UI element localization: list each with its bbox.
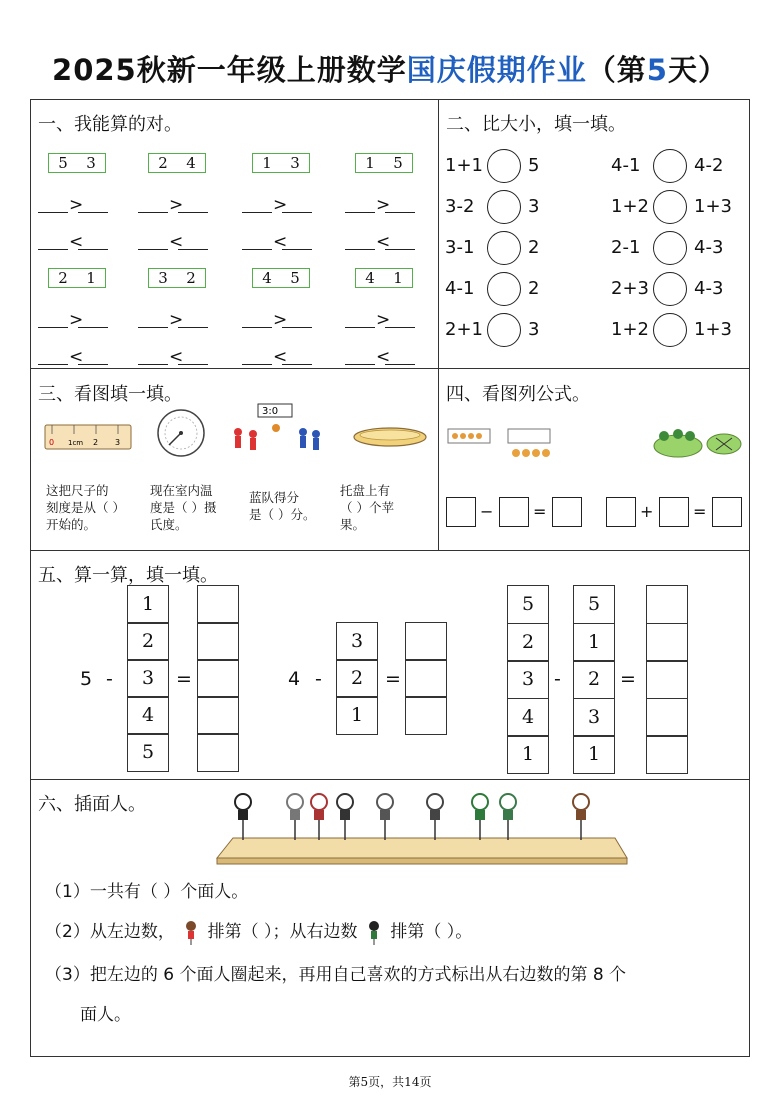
minus-sign: -: [315, 668, 322, 690]
number: 4: [365, 269, 375, 287]
compare-blank: [138, 308, 208, 328]
blank-line: [38, 364, 68, 365]
compare-circle: [653, 313, 687, 347]
blank-line: [178, 327, 208, 328]
blank-line: [242, 364, 272, 365]
number-cell: 3: [336, 622, 378, 661]
minus-sign: −: [480, 502, 494, 521]
section-4-title: 四、看图列公式。: [446, 384, 590, 405]
blank-line: [178, 249, 208, 250]
compare-circle: [653, 231, 687, 265]
divider: [30, 368, 750, 369]
blank-line: [242, 249, 272, 250]
left-expression: 4-1: [611, 155, 641, 176]
figure-icon: [363, 919, 385, 945]
greater-than-sign: >: [169, 310, 184, 330]
equals-sign: =: [693, 502, 707, 521]
blank-line: [242, 327, 272, 328]
compare-blank: [242, 308, 312, 328]
number-cell: [197, 659, 239, 698]
number: 2: [58, 269, 68, 287]
right-expression: 4-3: [694, 278, 724, 299]
right-expression: 3: [528, 196, 540, 217]
divider: [438, 99, 439, 550]
number-cell: 3: [573, 698, 615, 737]
less-than-sign: <: [376, 232, 391, 252]
dough-figure: [337, 794, 353, 840]
page-title: 2025秋新一年级上册数学国庆假期作业（第5天）: [52, 53, 728, 87]
number-cell: [197, 733, 239, 772]
answer-box: [659, 497, 689, 527]
blank-line: [282, 327, 312, 328]
answer-box: [552, 497, 582, 527]
number-cell: 1: [127, 585, 169, 624]
number-cell: 3: [127, 659, 169, 698]
compare-blank: [38, 230, 108, 250]
left-expression: 2+1: [445, 319, 483, 340]
ruler-label-3: 3: [115, 438, 121, 447]
tray-image: [352, 426, 428, 448]
caption-line: 现在室内温: [150, 483, 213, 498]
equals-sign: =: [620, 668, 636, 690]
caption-line: 这把尺子的: [46, 483, 109, 498]
blank-line: [385, 327, 415, 328]
compare-circle: [653, 272, 687, 306]
less-than-sign: <: [69, 347, 84, 367]
caption: [249, 489, 315, 523]
blank-line: [78, 212, 108, 213]
number-cell: 1: [573, 735, 615, 774]
blank-line: [78, 364, 108, 365]
blank-line: [78, 249, 108, 250]
number-cell: [197, 622, 239, 661]
number: 5: [290, 269, 300, 287]
number-pair-box: [355, 268, 413, 288]
left-expression: 2+3: [611, 278, 649, 299]
number-cell: [646, 585, 688, 624]
number-cell: [405, 622, 447, 661]
number-pair-box: [148, 268, 206, 288]
dough-figures-image: [213, 788, 631, 868]
number: 4: [186, 154, 196, 172]
left-expression: 4-1: [445, 278, 475, 299]
answer-box: [712, 497, 742, 527]
compare-circle: [487, 313, 521, 347]
compare-circle: [487, 231, 521, 265]
compare-blank: [242, 193, 312, 213]
ruler-image: [44, 424, 132, 452]
blank-line: [345, 249, 375, 250]
answer-box: [446, 497, 476, 527]
less-than-sign: <: [273, 347, 288, 367]
compare-blank: [138, 345, 208, 365]
number-cell: 1: [336, 696, 378, 735]
number-cell: 4: [507, 698, 549, 737]
dough-figure: [311, 794, 327, 840]
caption-line: （ ）个苹: [340, 500, 394, 515]
caption: [46, 482, 125, 533]
blank-line: [282, 212, 312, 213]
number: 3: [86, 154, 96, 172]
minus-sign: -: [554, 668, 561, 690]
answer-box: [499, 497, 529, 527]
less-than-sign: <: [273, 232, 288, 252]
section-6-title: 六、插面人。: [38, 794, 146, 815]
number: 1: [393, 269, 403, 287]
number: 2: [158, 154, 168, 172]
section-2-title: 二、比大小，填一填。: [446, 114, 626, 135]
less-than-sign: <: [169, 347, 184, 367]
dough-figure: [427, 794, 443, 840]
greater-than-sign: >: [376, 195, 391, 215]
number-cell: 2: [573, 660, 615, 699]
number-cell: [646, 735, 688, 774]
blank-line: [138, 327, 168, 328]
dough-figure: [472, 794, 488, 840]
less-than-sign: <: [69, 232, 84, 252]
number-pair-box: [148, 153, 206, 173]
caption: [150, 482, 216, 533]
blank-line: [38, 327, 68, 328]
equals-sign: =: [533, 502, 547, 521]
caption-line: 度是（ ）摄: [150, 500, 217, 515]
caption-line: 是（ ）分。: [249, 507, 316, 522]
number-cell: 1: [507, 735, 549, 774]
number: 1: [262, 154, 272, 172]
compare-circle: [487, 272, 521, 306]
number-cell: [646, 623, 688, 662]
number-pair-box: [48, 268, 106, 288]
number: 5: [393, 154, 403, 172]
greater-than-sign: >: [273, 310, 288, 330]
left-expression: 1+2: [611, 196, 649, 217]
number-cell: [405, 696, 447, 735]
blank-line: [78, 327, 108, 328]
caption-line: 刻度是从（ ）: [46, 500, 125, 515]
minuend: 4: [288, 668, 301, 690]
caption-line: 蓝队得分: [249, 490, 300, 505]
number-cell: [197, 696, 239, 735]
compare-circle: [653, 149, 687, 183]
caption: [340, 482, 394, 533]
left-expression: 2-1: [611, 237, 641, 258]
blank-line: [178, 364, 208, 365]
question-3-line-1: （3）把左边的 6 个面人圈起来，再用自己喜欢的方式标出从右边数的第 8 个: [45, 965, 627, 985]
compare-blank: [38, 308, 108, 328]
section-1-title: 一、我能算的对。: [38, 114, 182, 135]
compare-blank: [38, 193, 108, 213]
compare-blank: [138, 193, 208, 213]
compare-circle: [653, 190, 687, 224]
dough-figure: [287, 794, 303, 840]
number-cell: 4: [127, 696, 169, 735]
right-expression: 4-3: [694, 237, 724, 258]
number-cell: [197, 585, 239, 624]
compare-blank: [345, 308, 415, 328]
number: 3: [158, 269, 168, 287]
ruler-label-1: 1cm: [68, 439, 84, 447]
question-2: （2）从左边数， 排第（ ）；从右边数 排第（ ）。: [45, 917, 472, 945]
number-pair-box: [252, 268, 310, 288]
dough-figure: [500, 794, 516, 840]
blank-line: [385, 249, 415, 250]
number-cell: 2: [336, 659, 378, 698]
number-pair-box: [48, 153, 106, 173]
plus-sign: +: [640, 502, 654, 521]
frogs-image: [652, 420, 744, 462]
left-expression: 1+2: [611, 319, 649, 340]
minus-sign: -: [106, 668, 113, 690]
right-expression: 1+3: [694, 196, 732, 217]
ruler-label-0: 0: [49, 438, 55, 447]
ruler-label-2: 2: [93, 438, 99, 447]
number: 2: [186, 269, 196, 287]
number: 4: [262, 269, 272, 287]
caption-line: 氏度。: [150, 517, 188, 532]
greater-than-sign: >: [273, 195, 288, 215]
number-cell: 5: [507, 585, 549, 624]
blank-line: [178, 212, 208, 213]
scoreboard-text: 3:0: [262, 406, 279, 417]
blank-line: [345, 364, 375, 365]
less-than-sign: <: [376, 347, 391, 367]
dough-figure: [377, 794, 393, 840]
dough-figure: [235, 794, 251, 840]
right-expression: 3: [528, 319, 540, 340]
number-cell: 5: [573, 585, 615, 624]
blank-line: [345, 327, 375, 328]
number: 1: [86, 269, 96, 287]
blank-line: [242, 212, 272, 213]
caption-line: 开始的。: [46, 517, 97, 532]
blank-line: [38, 249, 68, 250]
section-5-title: 五、算一算，填一填。: [38, 565, 218, 586]
blank-line: [138, 364, 168, 365]
question-3-line-2: 面人。: [80, 1005, 131, 1025]
caption-line: 果。: [340, 517, 366, 532]
divider: [30, 779, 750, 780]
compare-circle: [487, 149, 521, 183]
blank-line: [385, 364, 415, 365]
right-expression: 2: [528, 278, 540, 299]
blank-line: [38, 212, 68, 213]
compare-circle: [487, 190, 521, 224]
compare-blank: [138, 230, 208, 250]
greater-than-sign: >: [376, 310, 391, 330]
number-cell: 3: [507, 660, 549, 699]
number: 3: [290, 154, 300, 172]
left-expression: 3-2: [445, 196, 475, 217]
number: 5: [58, 154, 68, 172]
number-cell: 5: [127, 733, 169, 772]
compare-blank: [345, 345, 415, 365]
number-cell: 1: [573, 623, 615, 662]
number-cell: 2: [507, 623, 549, 662]
equals-sign: =: [385, 668, 401, 690]
number-cell: 2: [127, 622, 169, 661]
right-expression: 1+3: [694, 319, 732, 340]
left-expression: 3-1: [445, 237, 475, 258]
blank-line: [138, 249, 168, 250]
dough-figure: [573, 794, 589, 840]
number-cell: [646, 660, 688, 699]
less-than-sign: <: [169, 232, 184, 252]
blank-line: [138, 212, 168, 213]
number-pair-box: [355, 153, 413, 173]
left-expression: 1+1: [445, 155, 483, 176]
greater-than-sign: >: [69, 195, 84, 215]
right-expression: 4-2: [694, 155, 724, 176]
figure-icon: [180, 919, 202, 945]
greater-than-sign: >: [169, 195, 184, 215]
boxes-image: [444, 423, 554, 463]
compare-blank: [38, 345, 108, 365]
divider: [30, 550, 750, 551]
compare-blank: [345, 193, 415, 213]
number-cell: [405, 659, 447, 698]
number: 1: [365, 154, 375, 172]
compare-blank: [345, 230, 415, 250]
question-1: （1）一共有（ ）个面人。: [45, 882, 249, 902]
blank-line: [345, 212, 375, 213]
blank-line: [385, 212, 415, 213]
section-3-title: 三、看图填一填。: [38, 384, 182, 405]
equals-sign: =: [176, 668, 192, 690]
page-footer: 第5页，共14页: [348, 1075, 432, 1089]
thermometer-dial-image: [155, 407, 207, 459]
right-expression: 2: [528, 237, 540, 258]
number-pair-box: [252, 153, 310, 173]
caption-line: 托盘上有: [340, 483, 391, 498]
blank-line: [282, 364, 312, 365]
right-expression: 5: [528, 155, 540, 176]
minuend: 5: [80, 668, 93, 690]
blank-line: [282, 249, 312, 250]
basketball-scene-image: [228, 402, 326, 460]
number-cell: [646, 698, 688, 737]
answer-box: [606, 497, 636, 527]
greater-than-sign: >: [69, 310, 84, 330]
compare-blank: [242, 230, 312, 250]
compare-blank: [242, 345, 312, 365]
